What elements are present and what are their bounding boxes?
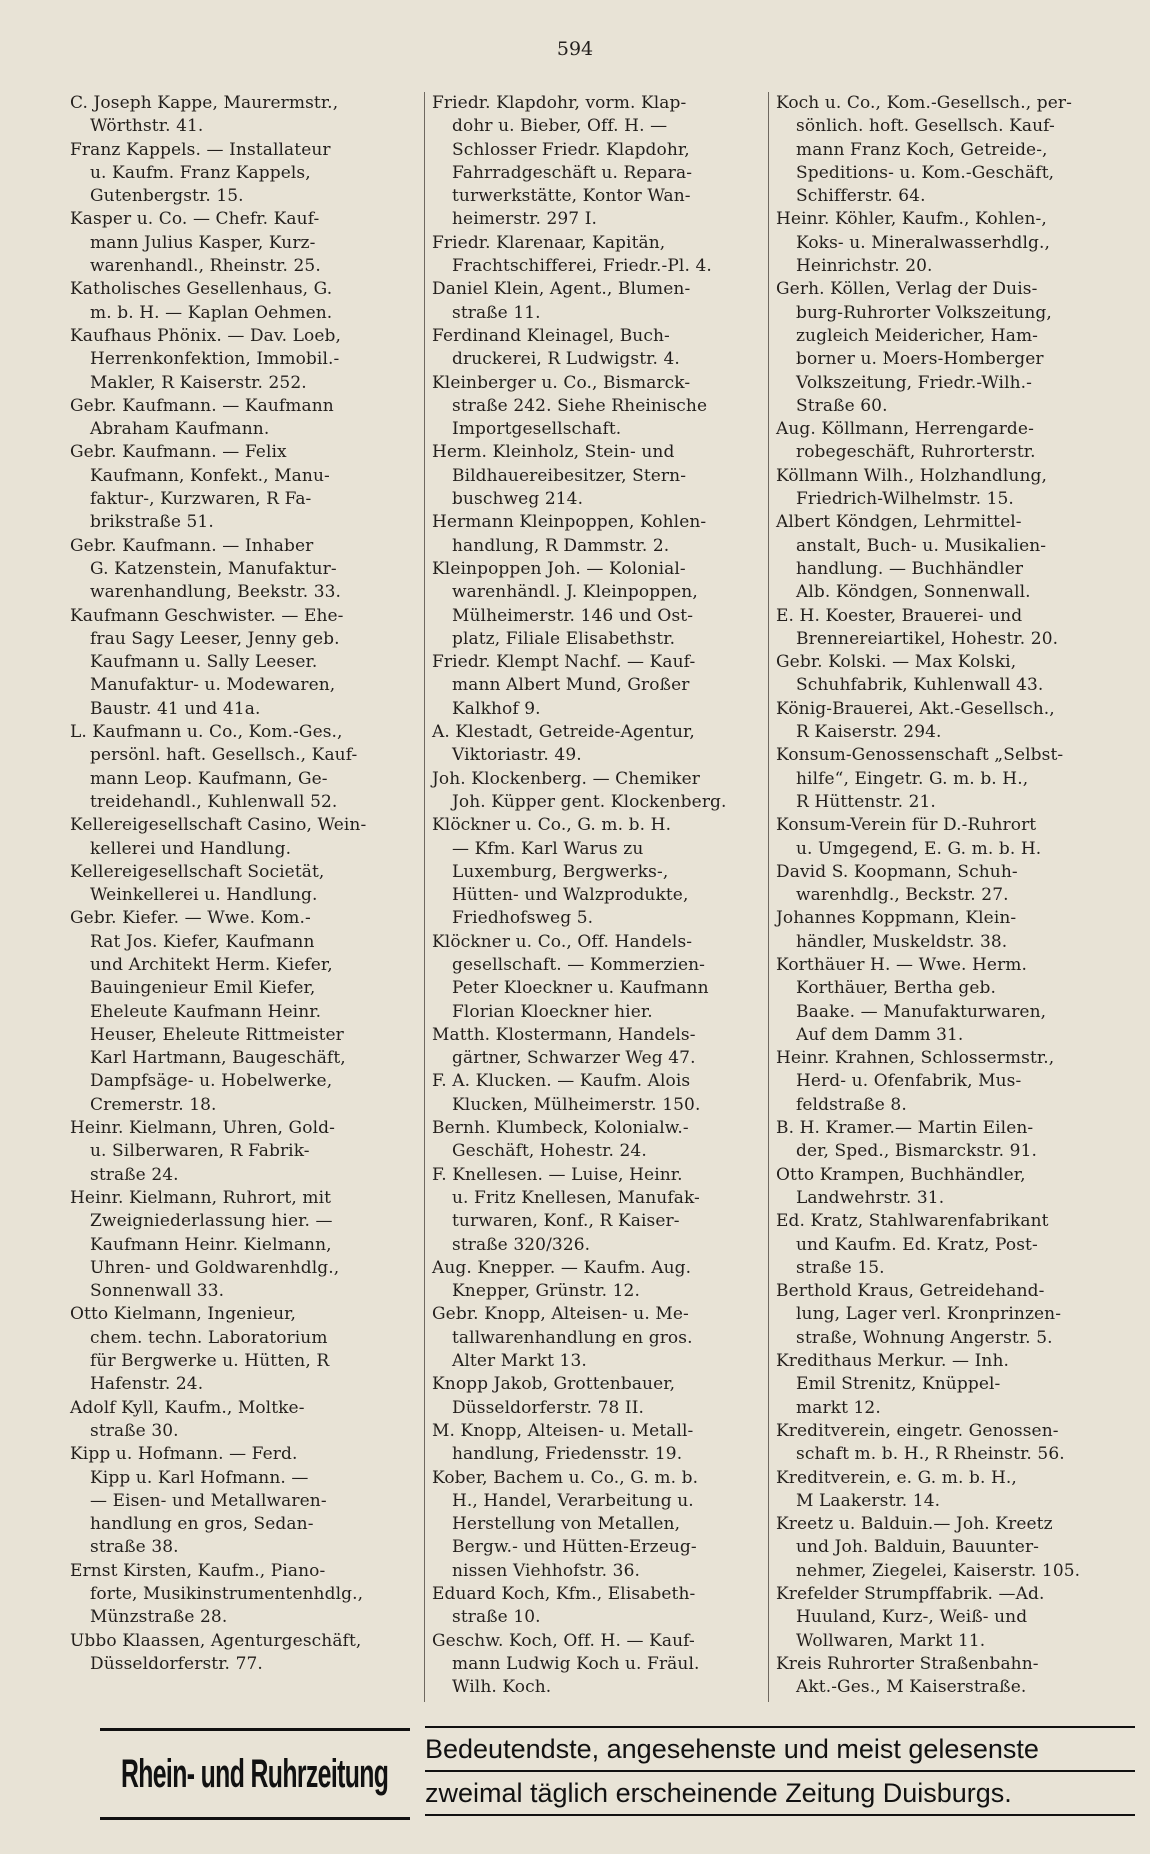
directory-entry (70, 1630, 422, 1677)
directory-entry (776, 1467, 1128, 1514)
entry-name-line: Berthold Kraus, Getreidehand- (776, 1281, 1045, 1302)
directory-entry (70, 92, 422, 139)
entry-name-line: B. H. Kramer.— Martin Eilen- (776, 1118, 1034, 1139)
entry-line: tallwarenhandlung en gros. (452, 1327, 693, 1348)
directory-entry (776, 1420, 1128, 1467)
entry-line: robegeschäft, Ruhrorterstr. (796, 442, 1036, 463)
entry-line: Sonnenwall 33. (90, 1281, 225, 1302)
entry-name-line: Kellereigesellschaft Casino, Wein- (70, 815, 367, 836)
entry-line: feldstraße 8. (796, 1094, 907, 1115)
ad-slogan-line-1: Bedeutendste, angesehenste und meist gelesenste (425, 1726, 1135, 1772)
entry-line: treidehandl., Kuhlenwall 52. (90, 791, 338, 812)
entry-name-line: Köllmann Wilh., Holzhandlung, (776, 465, 1048, 486)
entry-name-line: Friedr. Klempt Nachf. — Kauf- (432, 652, 696, 673)
entry-line: turwerkstätte, Kontor Wan- (452, 186, 691, 207)
directory-entry (432, 441, 784, 511)
directory-entry (432, 814, 784, 930)
entry-name-line: Eduard Koch, Kfm., Elisabeth- (432, 1584, 696, 1604)
entry-name-line: Heinr. Kielmann, Uhren, Gold- (70, 1118, 335, 1139)
entry-line: straße 242. Siehe Rheinische (452, 395, 708, 416)
entry-name-line: F. A. Klucken. — Kaufm. Alois (432, 1071, 691, 1092)
entry-line: Frachtschifferei, Friedr.-Pl. 4. (452, 256, 712, 277)
directory-entry (70, 605, 422, 721)
directory-entry (70, 278, 422, 325)
entry-name-line: Kredithaus Merkur. — Inh. (776, 1351, 1010, 1372)
entry-line: nehmer, Ziegelei, Kaiserstr. 105. (796, 1560, 1081, 1581)
entry-line: Volkszeitung, Friedr.-Wilh.- (796, 372, 1033, 393)
entry-line: Wilh. Koch. (452, 1677, 552, 1698)
entry-name-line: Kleinberger u. Co., Bismarck- (432, 372, 691, 393)
directory-entry (776, 278, 1128, 418)
ad-slogan-line-2: zweimal täglich erscheinende Zeitung Duisburgs. (425, 1772, 1135, 1816)
directory-column-2 (432, 92, 784, 1699)
entry-name-line: Kaufhaus Phönix. — Dav. Loeb, (70, 325, 341, 346)
entry-line: G. Katzenstein, Manufaktur- (90, 558, 337, 579)
entry-line: Auf dem Damm 31. (796, 1024, 964, 1045)
entry-line: Florian Kloeckner hier. (452, 1001, 653, 1022)
entry-line: Kaufmann Heinr. Kielmann, (90, 1234, 332, 1255)
entry-line: mann Leop. Kaufmann, Ge- (90, 768, 328, 789)
directory-entry (432, 1303, 784, 1373)
directory-entry (432, 1373, 784, 1420)
directory-entry (432, 768, 784, 815)
entry-line: mann Albert Mund, Großer (452, 675, 690, 696)
entry-line: Uhren- und Goldwarenhdlg., (90, 1257, 340, 1278)
entry-name-line: Herm. Kleinholz, Stein- und (432, 442, 675, 463)
entry-line: nissen Viehhofstr. 36. (452, 1560, 641, 1581)
entry-name-line: Otto Krampen, Buchhändler, (776, 1164, 1026, 1185)
entry-name-line: Klöckner u. Co., G. m. b. H. (432, 815, 672, 836)
entry-name-line: Johannes Koppmann, Klein- (776, 908, 1017, 929)
entry-line: Herstellung von Metallen, (452, 1514, 681, 1535)
entry-line: Abraham Kaufmann. (90, 419, 270, 440)
entry-line: der, Sped., Bismarckstr. 91. (796, 1141, 1038, 1162)
directory-entry (70, 1560, 422, 1630)
entry-line: Schuhfabrik, Kuhlenwall 43. (796, 675, 1044, 696)
entry-name-line: Ed. Kratz, Stahlwarenfabrikant (776, 1211, 1049, 1232)
entry-name-line: Ubbo Klaassen, Agenturgeschäft, (70, 1630, 362, 1651)
entry-line: warenhändl. J. Kleinpoppen, (452, 582, 698, 603)
entry-name-line: Konsum-Verein für D.-Ruhrort (776, 815, 1037, 836)
entry-name-line: Franz Kappels. — Installateur (70, 139, 331, 160)
entry-line: Fahrradgeschäft u. Repara- (452, 162, 693, 183)
directory-entry (776, 1583, 1128, 1653)
entry-name-line: Kaufmann Geschwister. — Ehe- (70, 605, 344, 626)
entry-line: Akt.-Ges., M Kaiserstraße. (796, 1677, 1027, 1698)
directory-column-1 (70, 92, 422, 1676)
entry-line: hilfe“, Eingetr. G. m. b. H., (796, 768, 1029, 789)
entry-line: Luxemburg, Bergwerks-, (452, 861, 669, 882)
directory-entry (432, 325, 784, 372)
entry-name-line: David S. Koopmann, Schuh- (776, 861, 1018, 882)
entry-name-line: M. Knopp, Alteisen- u. Metall- (432, 1420, 694, 1441)
directory-entry (776, 208, 1128, 278)
entry-line: straße 38. (90, 1537, 179, 1558)
entry-name-line: Gerh. Köllen, Verlag der Duis- (776, 279, 1038, 300)
entry-line: Kaufmann u. Sally Leeser. (90, 652, 318, 673)
directory-column-3 (776, 92, 1128, 1699)
directory-entry (776, 605, 1128, 652)
entry-name-line: Ferdinand Kleinagel, Buch- (432, 325, 670, 346)
entry-name-line: Hermann Kleinpoppen, Kohlen- (432, 512, 707, 533)
entry-line: straße 320/326. (452, 1234, 591, 1255)
entry-name-line: Knopp Jakob, Grottenbauer, (432, 1374, 676, 1395)
entry-line: Mülheimerstr. 146 und Ost- (452, 605, 694, 626)
entry-name-line: Kreditverein, e. G. m. b. H., (776, 1467, 1017, 1488)
entry-name-line: A. Klestadt, Getreide-Agentur, (432, 722, 695, 743)
entry-line: forte, Musikinstrumentenhdlg., (90, 1584, 364, 1604)
entry-name-line: Kipp u. Hofmann. — Ferd. (70, 1444, 298, 1465)
entry-name-line: Geschw. Koch, Off. H. — Kauf- (432, 1630, 695, 1651)
directory-entry (776, 418, 1128, 465)
entry-line: lung, Lager verl. Kronprinzen- (796, 1304, 1062, 1325)
directory-entry (776, 1653, 1128, 1700)
directory-entry (432, 1420, 784, 1467)
directory-entry (776, 861, 1128, 908)
entry-line: mann Ludwig Koch u. Fräul. (452, 1653, 700, 1674)
entry-line: Kipp u. Karl Hofmann. — (90, 1467, 309, 1488)
entry-line: straße 10. (452, 1607, 541, 1628)
ad-slogan (425, 1726, 1135, 1816)
directory-entry (70, 139, 422, 209)
directory-entry (70, 441, 422, 534)
entry-line: Bergw.- und Hütten-Erzeug- (452, 1537, 697, 1558)
entry-line: Herd- u. Ofenfabrik, Mus- (796, 1071, 1022, 1092)
entry-line: u. Fritz Knellesen, Manufak- (452, 1187, 700, 1208)
entry-line: Schlosser Friedr. Klapdohr, (452, 139, 690, 160)
entry-line: Huuland, Kurz-, Weiß- und (796, 1607, 1028, 1628)
entry-line: händler, Muskeldstr. 38. (796, 931, 1008, 952)
entry-line: Herrenkonfektion, Immobil.- (90, 349, 340, 370)
entry-name-line: Friedr. Klapdohr, vorm. Klap- (432, 93, 687, 113)
entry-name-line: Gebr. Kaufmann. — Kaufmann (70, 395, 334, 416)
entry-line: schaft m. b. H., R Rheinstr. 56. (796, 1444, 1065, 1465)
entry-name-line: Konsum-Genossenschaft „Selbst- (776, 745, 1064, 766)
directory-entry (432, 278, 784, 325)
entry-line: handlung, R Dammstr. 2. (452, 535, 670, 556)
entry-name-line: Korthäuer H. — Wwe. Herm. (776, 954, 1028, 975)
entry-line: — Eisen- und Metallwaren- (90, 1490, 327, 1511)
directory-entry (70, 861, 422, 908)
entry-line: Weinkellerei u. Handlung. (90, 885, 318, 906)
entry-line: und Joh. Balduin, Bauunter- (796, 1537, 1040, 1558)
entry-name-line: Joh. Klockenberg. — Chemiker (432, 768, 701, 789)
entry-line: markt 12. (796, 1397, 881, 1418)
entry-line: zugleich Meidericher, Ham- (796, 325, 1039, 346)
entry-line: Makler, R Kaiserstr. 252. (90, 372, 307, 393)
entry-line: M Laakerstr. 14. (796, 1490, 941, 1511)
entry-name-line: Bernh. Klumbeck, Kolonialw.- (432, 1118, 689, 1139)
entry-line: faktur-, Kurzwaren, R Fa- (90, 489, 312, 510)
entry-line: mann Julius Kasper, Kurz- (90, 232, 316, 253)
entry-line: Gutenbergstr. 15. (90, 186, 244, 207)
entry-line: Wörthstr. 41. (90, 116, 204, 137)
entry-line: Düsseldorferstr. 78 II. (452, 1397, 645, 1418)
entry-line: Straße 60. (796, 395, 888, 416)
entry-name-line: Gebr. Kaufmann. — Felix (70, 442, 287, 463)
entry-line: Kaufmann, Konfekt., Manu- (90, 465, 330, 486)
directory-entry (776, 698, 1128, 745)
entry-line: und Architekt Herm. Kiefer, (90, 954, 333, 975)
directory-entry (776, 1280, 1128, 1350)
entry-line: anstalt, Buch- u. Musikalien- (796, 535, 1047, 556)
entry-line: persönl. haft. Gesellsch., Kauf- (90, 745, 358, 766)
entry-line: heimerstr. 297 I. (452, 209, 598, 230)
entry-line: turwaren, Konf., R Kaiser- (452, 1211, 680, 1232)
entry-line: handlung en gros, Sedan- (90, 1514, 314, 1535)
directory-entry (776, 744, 1128, 814)
entry-name-line: Kasper u. Co. — Chefr. Kauf- (70, 209, 320, 230)
entry-line: Alb. Köndgen, Sonnenwall. (796, 582, 1031, 603)
directory-entry (432, 1117, 784, 1164)
entry-name-line: C. Joseph Kappe, Maurermstr., (70, 93, 339, 113)
entry-line: mann Franz Koch, Getreide-, (796, 139, 1048, 160)
directory-entry (70, 1117, 422, 1187)
entry-line: Knepper, Grünstr. 12. (452, 1281, 640, 1302)
entry-line: Emil Strenitz, Knüppel- (796, 1374, 1001, 1395)
directory-entry (432, 1467, 784, 1583)
entry-line: Rat Jos. Kiefer, Kaufmann (90, 931, 315, 952)
entry-name-line: Albert Köndgen, Lehrmittel- (776, 512, 1022, 533)
entry-name-line: Adolf Kyll, Kaufm., Moltke- (70, 1397, 305, 1418)
entry-line: Manufaktur- u. Modewaren, (90, 675, 336, 696)
entry-line: straße, Wohnung Angerstr. 5. (796, 1327, 1053, 1348)
entry-line: brikstraße 51. (90, 512, 214, 533)
entry-line: Alter Markt 13. (452, 1351, 587, 1372)
entry-line: dohr u. Bieber, Off. H. — (452, 116, 668, 137)
entry-name-line: Heinr. Krahnen, Schlossermstr., (776, 1048, 1055, 1069)
entry-line: R Hüttenstr. 21. (796, 791, 936, 812)
entry-line: Landwehrstr. 31. (796, 1187, 945, 1208)
entry-line: Importgesellschaft. (452, 419, 622, 440)
entry-line: Joh. Küpper gent. Klockenberg. (452, 791, 727, 812)
entry-name-line: L. Kaufmann u. Co., Kom.-Ges., (70, 722, 343, 743)
entry-line: chem. techn. Laboratorium (90, 1327, 328, 1348)
column-divider (424, 92, 425, 1702)
entry-line: Baake. — Manufakturwaren, (796, 1001, 1047, 1022)
entry-line: gesellschaft. — Kommerzien- (452, 954, 706, 975)
entry-name-line: Kreis Ruhrorter Straßenbahn- (776, 1653, 1039, 1674)
entry-name-line: Kellereigesellschaft Societät, (70, 861, 325, 882)
directory-entry (432, 1583, 784, 1630)
entry-line: für Bergwerke u. Hütten, R (90, 1351, 330, 1372)
entry-line: druckerei, R Ludwigstr. 4. (452, 349, 680, 370)
entry-line: Viktoriastr. 49. (452, 745, 582, 766)
entry-name-line: Heinr. Köhler, Kaufm., Kohlen-, (776, 209, 1047, 230)
entry-line: Friedhofsweg 5. (452, 908, 594, 929)
directory-entry (776, 1350, 1128, 1420)
entry-name-line: Klöckner u. Co., Off. Handels- (432, 931, 693, 952)
entry-line: Zweigniederlassung hier. — (90, 1211, 333, 1232)
entry-name-line: Heinr. Kielmann, Ruhrort, mit (70, 1187, 332, 1208)
directory-entry (432, 511, 784, 558)
directory-entry (432, 92, 784, 232)
entry-line: Karl Hartmann, Baugeschäft, (90, 1048, 346, 1069)
entry-line: Speditions- u. Kom.-Geschäft, (796, 162, 1055, 183)
entry-name-line: Ernst Kirsten, Kaufm., Piano- (70, 1560, 326, 1581)
entry-line: Hütten- und Walzprodukte, (452, 885, 689, 906)
directory-entry (776, 92, 1128, 208)
entry-line: Bildhauereibesitzer, Stern- (452, 465, 687, 486)
entry-line: buschweg 214. (452, 489, 584, 510)
entry-name-line: Gebr. Kolski. — Max Kolski, (776, 652, 1017, 673)
entry-line: Brennereiartikel, Hohestr. 20. (796, 628, 1059, 649)
entry-line: — Kfm. Karl Warus zu (452, 838, 644, 859)
entry-line: handlung, Friedensstr. 19. (452, 1444, 683, 1465)
entry-line: und Kaufm. Ed. Kratz, Post- (796, 1234, 1038, 1255)
entry-name-line: Kober, Bachem u. Co., G. m. b. (432, 1467, 699, 1488)
directory-entry (776, 1513, 1128, 1583)
directory-entry (776, 1210, 1128, 1280)
entry-line: Baustr. 41 und 41a. (90, 698, 261, 719)
entry-line: Friedrich-Wilhelmstr. 15. (796, 489, 1014, 510)
entry-line: u. Kaufm. Franz Kappels, (90, 162, 311, 183)
entry-line: straße 15. (796, 1257, 885, 1278)
entry-name-line: Kreditverein, eingetr. Genossen- (776, 1420, 1059, 1441)
entry-line: sönlich. hoft. Gesellsch. Kauf- (796, 116, 1055, 137)
directory-entry (432, 1070, 784, 1117)
entry-name-line: Aug. Knepper. — Kaufm. Aug. (432, 1257, 692, 1278)
entry-line: Eheleute Kaufmann Heinr. (90, 1001, 322, 1022)
entry-name-line: Kleinpoppen Joh. — Kolonial- (432, 558, 686, 579)
entry-line: Schifferstr. 64. (796, 186, 926, 207)
directory-entry (70, 395, 422, 442)
directory-entry (70, 208, 422, 278)
entry-name-line: Gebr. Knopp, Alteisen- u. Me- (432, 1304, 689, 1325)
entry-name-line: König-Brauerei, Akt.-Gesellsch., (776, 698, 1055, 719)
entry-line: Koks- u. Mineralwasserhdlg., (796, 232, 1051, 253)
directory-entry (70, 535, 422, 605)
directory-entry (432, 232, 784, 279)
page-number: 594 (556, 38, 594, 60)
entry-line: straße 11. (452, 302, 541, 323)
entry-line: Hafenstr. 24. (90, 1374, 204, 1395)
entry-line: frau Sagy Leeser, Jenny geb. (90, 628, 340, 649)
directory-entry (776, 954, 1128, 1047)
entry-line: Heinrichstr. 20. (796, 256, 933, 277)
entry-line: straße 30. (90, 1420, 179, 1441)
entry-line: R Kaiserstr. 294. (796, 722, 942, 743)
entry-name-line: Koch u. Co., Kom.-Gesellsch., per- (776, 93, 1072, 113)
entry-name-line: Katholisches Gesellenhaus, G. (70, 279, 333, 300)
entry-line: warenhdlg., Beckstr. 27. (796, 885, 1009, 906)
entry-name-line: Kreetz u. Balduin.— Joh. Kreetz (776, 1514, 1053, 1535)
directory-entry (70, 1187, 422, 1303)
entry-line: Cremerstr. 18. (90, 1094, 217, 1115)
entry-name-line: Otto Kielmann, Ingenieur, (70, 1304, 296, 1325)
entry-line: kellerei und Handlung. (90, 838, 292, 859)
entry-line: H., Handel, Verarbeitung u. (452, 1490, 694, 1511)
entry-line: Klucken, Mülheimerstr. 150. (452, 1094, 701, 1115)
directory-entry (432, 1164, 784, 1257)
entry-name-line: E. H. Koester, Brauerei- und (776, 605, 1023, 626)
entry-line: Bauingenieur Emil Kiefer, (90, 978, 316, 999)
directory-entry (70, 1443, 422, 1559)
entry-line: straße 24. (90, 1164, 179, 1185)
entry-line: Geschäft, Hohestr. 24. (452, 1141, 647, 1162)
entry-line: Dampfsäge- u. Hobelwerke, (90, 1071, 333, 1092)
directory-entry (70, 721, 422, 814)
newspaper-logo (100, 1728, 410, 1820)
directory-entry (70, 325, 422, 395)
entry-line: warenhandl., Rheinstr. 25. (90, 256, 321, 277)
entry-line: Wollwaren, Markt 11. (796, 1630, 986, 1651)
entry-line: burg-Ruhrorter Volkszeitung, (796, 302, 1052, 323)
entry-name-line: Krefelder Strumpffabrik. —Ad. (776, 1584, 1045, 1604)
logo-text: Rhein- und Ruhrzeitung (121, 1751, 389, 1796)
directory-entry (776, 907, 1128, 954)
directory-entry (432, 1257, 784, 1304)
directory-entry (432, 651, 784, 721)
entry-line: Heuser, Eheleute Rittmeister (90, 1024, 344, 1045)
entry-line: handlung. — Buchhändler (796, 558, 1024, 579)
newspaper-advertisement (100, 1722, 1135, 1822)
directory-entry (70, 907, 422, 1117)
directory-entry (776, 814, 1128, 861)
entry-line: Düsseldorferstr. 77. (90, 1653, 263, 1674)
directory-entry (70, 1397, 422, 1444)
entry-name-line: F. Knellesen. — Luise, Heinr. (432, 1164, 683, 1185)
directory-entry (432, 721, 784, 768)
entry-name-line: Matth. Klostermann, Handels- (432, 1024, 696, 1045)
entry-line: gärtner, Schwarzer Weg 47. (452, 1048, 696, 1069)
directory-entry (776, 1117, 1128, 1164)
entry-name-line: Aug. Köllmann, Herrengarde- (776, 419, 1034, 440)
directory-entry (776, 1047, 1128, 1117)
directory-entry (776, 465, 1128, 512)
directory-entry (432, 1630, 784, 1700)
directory-entry (432, 558, 784, 651)
entry-line: m. b. H. — Kaplan Oehmen. (90, 302, 333, 323)
directory-entry (432, 372, 784, 442)
entry-line: Peter Kloeckner u. Kaufmann (452, 978, 709, 999)
entry-name-line: Friedr. Klarenaar, Kapitän, (432, 232, 666, 253)
entry-line: u. Silberwaren, R Fabrik- (90, 1141, 310, 1162)
entry-name-line: Gebr. Kaufmann. — Inhaber (70, 535, 314, 556)
entry-line: Münzstraße 28. (90, 1607, 228, 1628)
entry-line: Korthäuer, Bertha geb. (796, 978, 997, 999)
entry-line: platz, Filiale Elisabethstr. (452, 628, 676, 649)
directory-entry (432, 931, 784, 1024)
entry-line: borner u. Moers-Homberger (796, 349, 1044, 370)
entry-name-line: Gebr. Kiefer. — Wwe. Kom.- (70, 908, 311, 929)
directory-entry (70, 814, 422, 861)
directory-entry (776, 651, 1128, 698)
entry-name-line: Daniel Klein, Agent., Blumen- (432, 279, 691, 300)
directory-entry (70, 1303, 422, 1396)
entry-line: warenhandlung, Beekstr. 33. (90, 582, 342, 603)
directory-entry (432, 1024, 784, 1071)
directory-entry (776, 1164, 1128, 1211)
directory-entry (776, 511, 1128, 604)
entry-line: u. Umgegend, E. G. m. b. H. (796, 838, 1042, 859)
entry-line: Kalkhof 9. (452, 698, 541, 719)
